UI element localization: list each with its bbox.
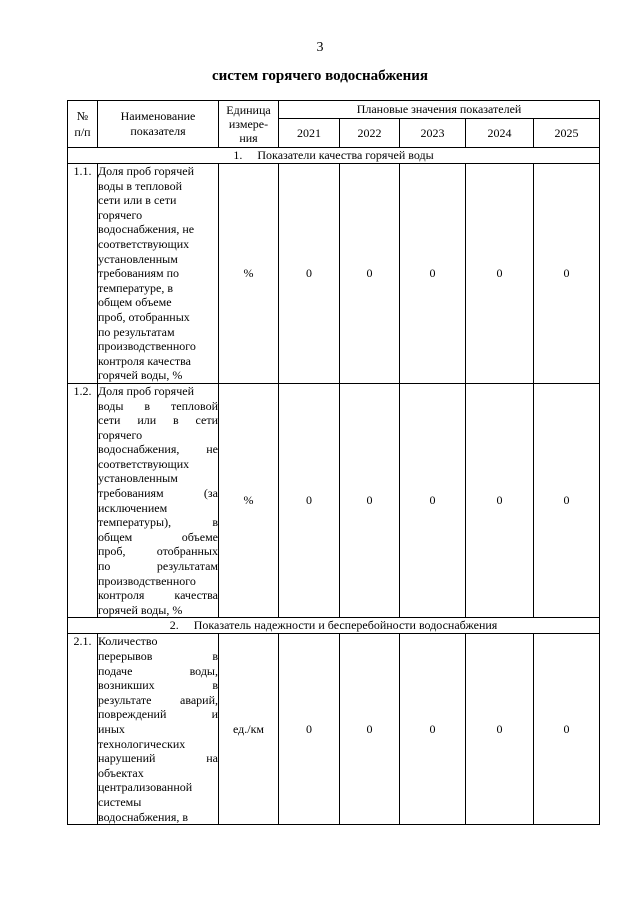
header-unit <box>219 101 279 148</box>
value-cell: 0 <box>466 634 534 825</box>
indicator-name-line: сети или в сети <box>98 413 218 428</box>
row-number: 1.1. <box>68 164 98 384</box>
indicator-name-line: сети или в сети <box>98 193 177 208</box>
section-header-row <box>68 148 600 164</box>
header-year: 2025 <box>534 119 600 148</box>
indicator-name-line: системы <box>98 794 142 809</box>
indicator-name-line: повреждений и <box>98 707 218 722</box>
indicator-name-line: водоснабжения, не <box>98 222 195 237</box>
header-planned: Плановые значения показателей <box>279 101 600 119</box>
indicator-name-line: по результатам <box>98 559 218 574</box>
indicator-name-line: воды в тепловой <box>98 178 183 193</box>
section-number: 2. <box>169 618 179 633</box>
unit-cell: % <box>219 383 279 618</box>
indicator-name-line: установленным <box>98 251 178 266</box>
indicator-name-line: воды в тепловой <box>98 398 218 413</box>
table-row <box>68 634 600 825</box>
header-num-line: № <box>76 109 89 123</box>
header-year: 2022 <box>340 119 400 148</box>
header-year: 2021 <box>279 119 340 148</box>
indicator-name <box>98 634 219 825</box>
value-cell: 0 <box>466 383 534 618</box>
row-number: 2.1. <box>68 634 98 825</box>
indicator-name-line: централизованной <box>98 780 193 795</box>
indicator-name-line: контроля качества <box>98 588 218 603</box>
page-number: 3 <box>316 40 324 55</box>
value-cell: 0 <box>340 383 400 618</box>
header-unit-line: Единица <box>226 103 271 117</box>
indicator-name-line: водоснабжения, в <box>98 809 189 824</box>
indicator-name <box>98 383 219 618</box>
header-name-line: Наименование <box>120 109 196 123</box>
indicator-name-line: Доля проб горячей <box>98 383 194 398</box>
indicator-name-line: возникших в <box>98 678 218 693</box>
indicator-name-line: перерывов в <box>98 649 218 663</box>
indicator-name-line: объектах <box>98 765 144 780</box>
indicator-name-line: контроля качества <box>98 353 191 368</box>
header-name-line: показателя <box>130 124 186 138</box>
header-row <box>68 101 600 119</box>
indicator-name-line: Доля проб горячей <box>98 164 194 178</box>
section-number: 1. <box>233 148 243 162</box>
indicator-name-line: исключением <box>98 500 168 515</box>
indicator-name-line: горячей воды, % <box>98 602 183 617</box>
row-number: 1.2. <box>68 383 98 618</box>
indicator-name-line: водоснабжения, не <box>98 442 218 457</box>
indicator-name-line: установленным <box>98 471 178 486</box>
header-num-line: п/п <box>74 125 91 139</box>
value-cell: 0 <box>340 634 400 825</box>
indicator-name-line: соответствующих <box>98 236 190 251</box>
indicators-table <box>67 100 600 825</box>
header-name <box>98 101 219 148</box>
value-cell: 0 <box>534 634 600 825</box>
indicator-name-line: общем объеме <box>98 295 172 310</box>
header-unit-line: ния <box>239 131 258 145</box>
indicator-name-line: проб, отобранных <box>98 309 190 324</box>
indicator-name <box>98 164 219 384</box>
indicator-name-line: результате аварий, <box>98 692 218 707</box>
value-cell: 0 <box>534 164 600 384</box>
table-body <box>68 101 600 825</box>
indicator-name-line: горячего <box>98 427 143 442</box>
section-header-row <box>68 618 600 634</box>
indicator-name-line: требованиям (за <box>98 486 218 501</box>
indicator-name-line: горячего <box>98 207 143 222</box>
unit-cell: % <box>219 164 279 384</box>
header-unit-line: измере- <box>228 117 269 131</box>
indicator-name-line: Количество <box>98 634 158 649</box>
indicator-name-line: общем объеме <box>98 529 218 544</box>
value-cell: 0 <box>466 164 534 384</box>
indicator-name-line: температуре, в <box>98 280 174 295</box>
value-cell: 0 <box>279 383 340 618</box>
page-title: систем горячего водоснабжения <box>212 68 428 84</box>
indicator-name-line: технологических <box>98 736 186 751</box>
unit-cell: ед./км <box>219 634 279 825</box>
indicator-name-line: проб, отобранных <box>98 544 218 559</box>
value-cell: 0 <box>279 164 340 384</box>
indicator-name-line: требованиям по <box>98 266 180 281</box>
indicator-name-line: по результатам <box>98 324 175 339</box>
indicator-name-line: нарушений на <box>98 751 218 766</box>
section-title-cell <box>68 148 600 164</box>
value-cell: 0 <box>400 164 466 384</box>
value-cell: 0 <box>340 164 400 384</box>
indicator-name-line: горячей воды, % <box>98 368 183 383</box>
header-num <box>68 101 98 148</box>
value-cell: 0 <box>534 383 600 618</box>
indicator-name-line: производственного <box>98 339 196 354</box>
value-cell: 0 <box>279 634 340 825</box>
value-cell: 0 <box>400 383 466 618</box>
indicator-name-line: производственного <box>98 573 196 588</box>
section-title: Показатели качества горячей воды <box>257 148 434 162</box>
indicator-name-line: температуры), в <box>98 515 218 530</box>
indicator-name-line: иных <box>98 721 125 736</box>
header-year: 2023 <box>400 119 466 148</box>
header-year: 2024 <box>466 119 534 148</box>
section-title-cell <box>68 618 600 634</box>
indicator-name-line: соответствующих <box>98 456 190 471</box>
table-row <box>68 383 600 618</box>
value-cell: 0 <box>400 634 466 825</box>
section-title: Показатель надежности и бесперебойности водоснабжения <box>193 618 498 633</box>
table-row <box>68 164 600 384</box>
indicator-name-line: подаче воды, <box>98 663 218 678</box>
